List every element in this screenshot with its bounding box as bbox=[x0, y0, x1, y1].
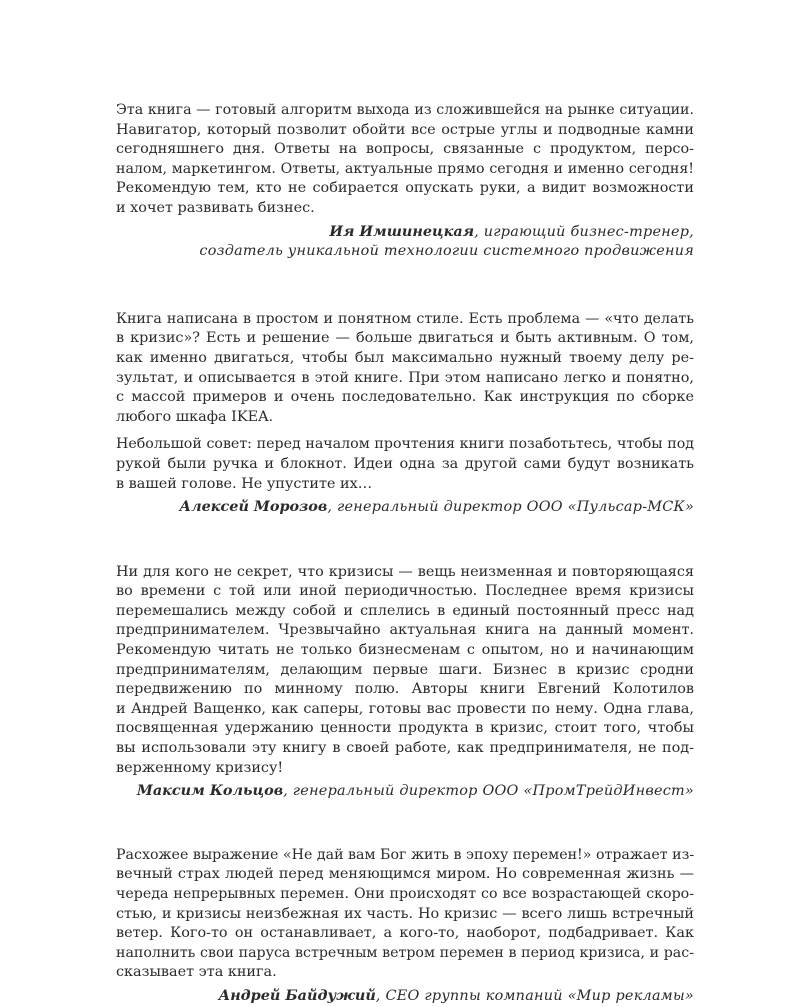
author-role-line-2: создатель уникальной технологии системного продвижения bbox=[199, 243, 694, 260]
text-line: посвященная удержанию ценности продукта в кризис, стоит того, чтобы bbox=[116, 720, 694, 737]
review-signature bbox=[116, 986, 694, 1007]
text-line: Навигатор, который позволит обойти все острые углы и подводные камни bbox=[116, 121, 694, 138]
text-line: сказывает эта книга. bbox=[116, 964, 277, 981]
text-line: Рекомендую читать не только бизнесменам с опытом, но и начинающим bbox=[116, 642, 694, 659]
text-line: рукой были ручка и блокнот. Идеи одна за другой сами будут возникать bbox=[116, 455, 694, 472]
text-line: череда непрерывных перемен. Они происходят со все возрастающей скоро- bbox=[116, 886, 694, 902]
page bbox=[116, 101, 694, 1007]
text-line: наполнить свои паруса встречным ветром перемен в период кризиса, и рас- bbox=[116, 944, 694, 961]
review-paragraph bbox=[116, 563, 694, 779]
text-line: перемешались между собой и сплелись в единый постоянный пресс над bbox=[116, 602, 694, 619]
text-line: во времени с той или иной периодичностью. Последнее время кризисы bbox=[116, 583, 694, 600]
text-line: ветер. Кого-то он останавливает, а кого-то, наоборот, подбадривает. Как bbox=[116, 925, 694, 942]
author-name: Андрей Байдужий bbox=[218, 986, 376, 1004]
text-line: Небольшой совет: перед началом прочтения книги позаботьтесь, чтобы под bbox=[116, 436, 694, 453]
text-line: Рекомендую тем, кто не собирается опускать руки, а видит возможности bbox=[116, 180, 694, 197]
text-line: Ни для кого не секрет, что кризисы — вещь неизменная и повторяющаяся bbox=[116, 563, 694, 580]
text-line: вечный страх людей перед меняющимся миром. Но современная жизнь — bbox=[116, 866, 694, 883]
text-line: Книга написана в простом и понятном стиле. Есть проблема — «что делать bbox=[116, 310, 694, 327]
author-role: , CEO группы компаний «Мир рекламы» bbox=[375, 987, 694, 1004]
text-line: предпринимателям, делающим первые шаги. Бизнес в кризис сродни bbox=[116, 661, 694, 678]
author-role: , генеральный директор ООО «ПромТрейдИнвест» bbox=[283, 783, 694, 800]
text-line: верженному кризису! bbox=[116, 759, 284, 776]
review-paragraph bbox=[116, 310, 694, 428]
text-line: вы использовали эту книгу в своей работе, как предпринимателя, не под- bbox=[116, 740, 694, 757]
text-line: сегодняшнего дня. Ответы на вопросы, связанные с продуктом, персо- bbox=[116, 141, 694, 158]
author-name: Максим Кольцов bbox=[136, 782, 284, 800]
author-name: Алексей Морозов bbox=[179, 498, 328, 516]
text-line: в кризис»? Есть и решение — больше двигаться и быть активным. О том, bbox=[116, 330, 694, 347]
text-line: в вашей голове. Не упустите их… bbox=[116, 475, 373, 492]
text-line: передвижению по минному полю. Авторы книги Евгений Колотилов bbox=[116, 681, 694, 698]
text-line: Эта книга — готовый алгоритм выхода из сложившейся на рынке ситуации. bbox=[116, 102, 694, 118]
author-role: , играющий бизнес-тренер, bbox=[474, 223, 694, 240]
text-line: стью, и кризисы неизбежная их часть. Но кризис — всего лишь встречный bbox=[116, 905, 694, 922]
text-line: предпринимателем. Чрезвычайно актуальная книга на данный момент. bbox=[116, 622, 694, 639]
text-line: как именно двигаться, чтобы был максимально нужный твоему делу ре- bbox=[116, 349, 694, 366]
review-4 bbox=[116, 846, 694, 1007]
review-signature bbox=[116, 781, 694, 802]
text-line: и Андрей Ващенко, как саперы, готовы вас провести по нему. Одна глава, bbox=[116, 700, 694, 717]
review-paragraph bbox=[116, 435, 694, 494]
text-line: с массой примеров и очень последовательно. Как инструкция по сборке bbox=[116, 389, 694, 406]
author-role: , генеральный директор ООО «Пульсар-МСК» bbox=[327, 499, 694, 516]
text-line: зультат, и описывается в этой книге. При этом написано легко и понятно, bbox=[116, 369, 694, 386]
text-line: налом, маркетингом. Ответы, актуальные прямо сегодня и именно сегодня! bbox=[116, 160, 694, 177]
review-paragraph bbox=[116, 101, 694, 219]
review-signature bbox=[116, 222, 694, 262]
text-line: любого шкафа IKEA. bbox=[116, 408, 274, 425]
review-3 bbox=[116, 563, 694, 802]
author-name: Ия Имшинецкая bbox=[329, 222, 475, 240]
review-1 bbox=[116, 101, 694, 262]
review-paragraph bbox=[116, 846, 694, 983]
review-signature bbox=[116, 497, 694, 518]
text-line: Расхожее выражение «Не дай вам Бог жить в эпоху перемен!» отражает из- bbox=[116, 846, 695, 863]
text-line: и хочет развивать бизнес. bbox=[116, 199, 315, 216]
review-2 bbox=[116, 310, 694, 518]
